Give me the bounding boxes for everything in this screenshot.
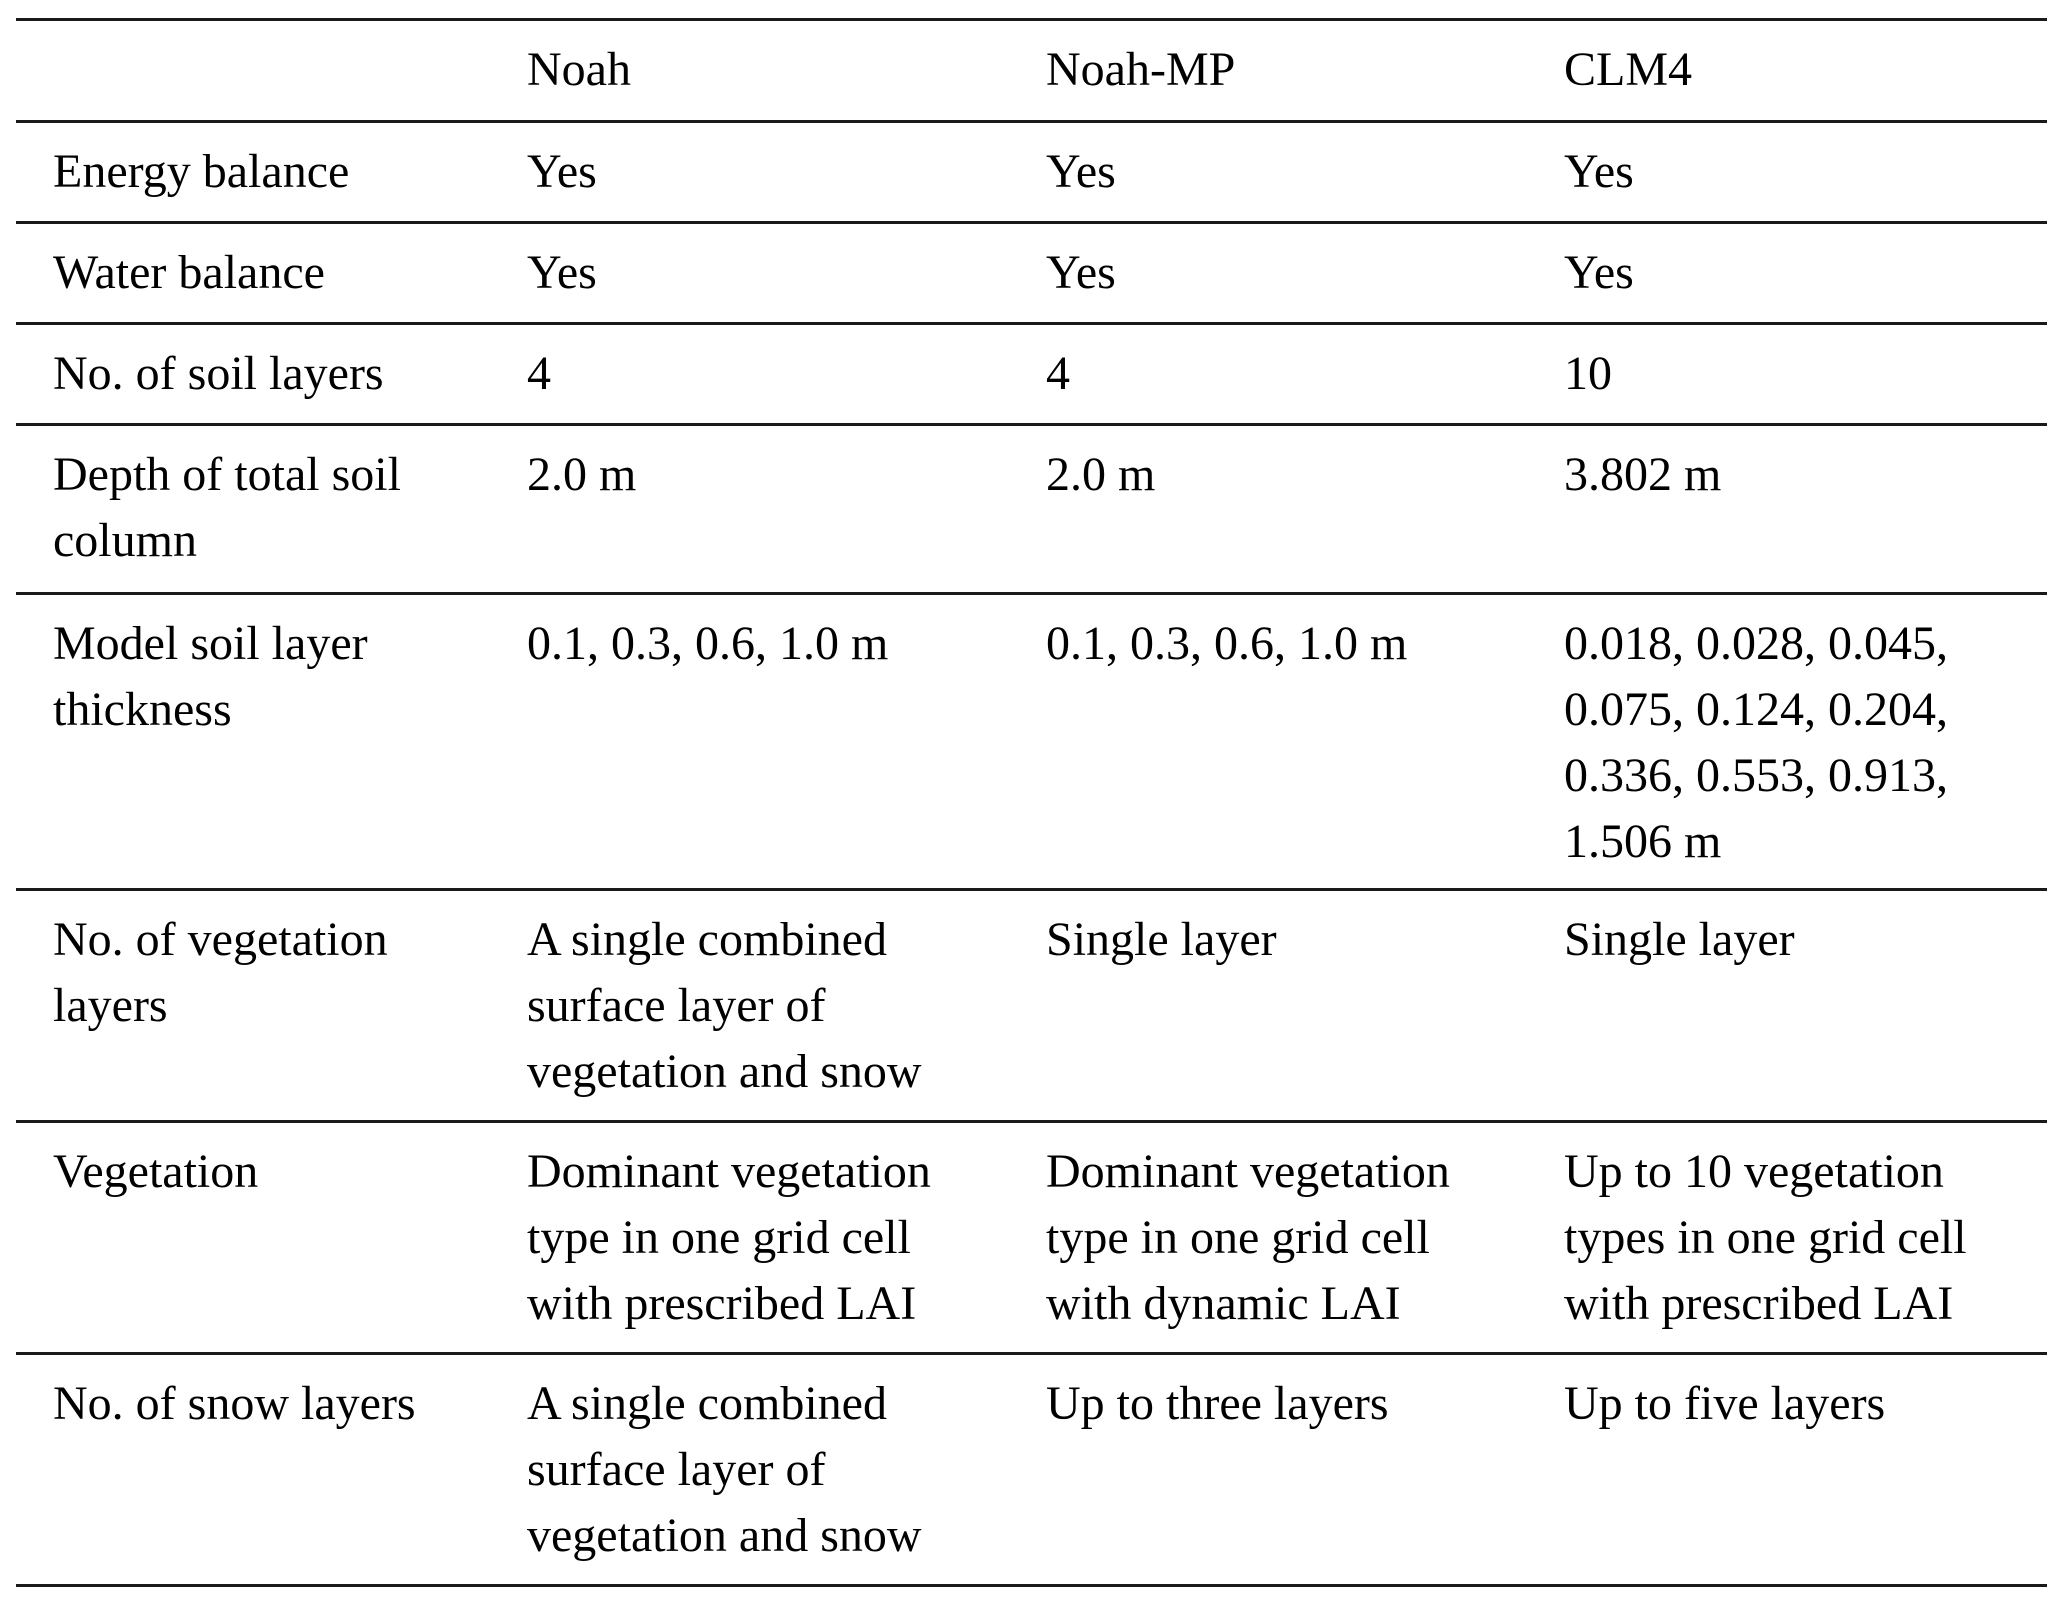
cell-noah: 0.1, 0.3, 0.6, 1.0 m [527, 617, 889, 670]
cell-noah: Yes [527, 145, 597, 198]
cell-noah: 2.0 m [527, 448, 637, 501]
cell-noah: Dominant vegetation type in one grid cell with prescribed LAI [527, 1145, 931, 1330]
header-cell-noah: Noah [527, 43, 631, 96]
cell-noah-mp: Up to three layers [1046, 1377, 1389, 1430]
cell-noah: Yes [527, 246, 597, 299]
cell-clm4: 10 [1564, 347, 1612, 400]
table-row [16, 322, 2047, 423]
row-label: Water balance [53, 246, 325, 299]
cell-noah-mp: 0.1, 0.3, 0.6, 1.0 m [1046, 617, 1408, 670]
cell-noah-mp: Single layer [1046, 913, 1277, 966]
cell-clm4: Yes [1564, 145, 1634, 198]
cell-clm4: Single layer [1564, 913, 1795, 966]
row-label: Energy balance [53, 145, 350, 198]
model-comparison-table [16, 18, 2047, 1587]
cell-clm4: Up to five layers [1564, 1377, 1886, 1430]
row-label: No. of soil layers [53, 347, 384, 400]
cell-noah-mp: Yes [1046, 246, 1116, 299]
row-label: No. of snow layers [53, 1377, 416, 1430]
table-row [16, 221, 2047, 322]
row-label: No. of vegetation layers [53, 913, 388, 1032]
table-row [16, 592, 2047, 888]
cell-noah: A single combined surface layer of vegetation and snow [527, 913, 922, 1098]
cell-noah-mp: Yes [1046, 145, 1116, 198]
table-row [16, 888, 2047, 1120]
row-label: Vegetation [53, 1145, 259, 1198]
header-cell-noah-mp: Noah-MP [1046, 43, 1236, 96]
table-row [16, 1352, 2047, 1587]
cell-noah-mp: 4 [1046, 347, 1070, 400]
cell-noah: 4 [527, 347, 551, 400]
header-cell-empty [53, 21, 523, 37]
cell-clm4: 3.802 m [1564, 448, 1722, 501]
cell-clm4: Up to 10 vegetation types in one grid cell with prescribed LAI [1564, 1145, 1967, 1330]
table-row [16, 423, 2047, 592]
cell-clm4: Yes [1564, 246, 1634, 299]
table-row [16, 120, 2047, 221]
cell-noah: A single combined surface layer of vegetation and snow [527, 1377, 922, 1562]
header-cell-clm4: CLM4 [1564, 43, 1693, 96]
cell-clm4: 0.018, 0.028, 0.045, 0.075, 0.124, 0.204, 0.336, 0.553, 0.913, 1.506 m [1564, 617, 1948, 868]
cell-noah-mp: 2.0 m [1046, 448, 1156, 501]
table-row [16, 1120, 2047, 1352]
cell-noah-mp: Dominant vegetation type in one grid cell with dynamic LAI [1046, 1145, 1450, 1330]
row-label: Depth of total soil column [53, 448, 401, 567]
header-row [16, 18, 2047, 120]
row-label: Model soil layer thickness [53, 617, 368, 736]
